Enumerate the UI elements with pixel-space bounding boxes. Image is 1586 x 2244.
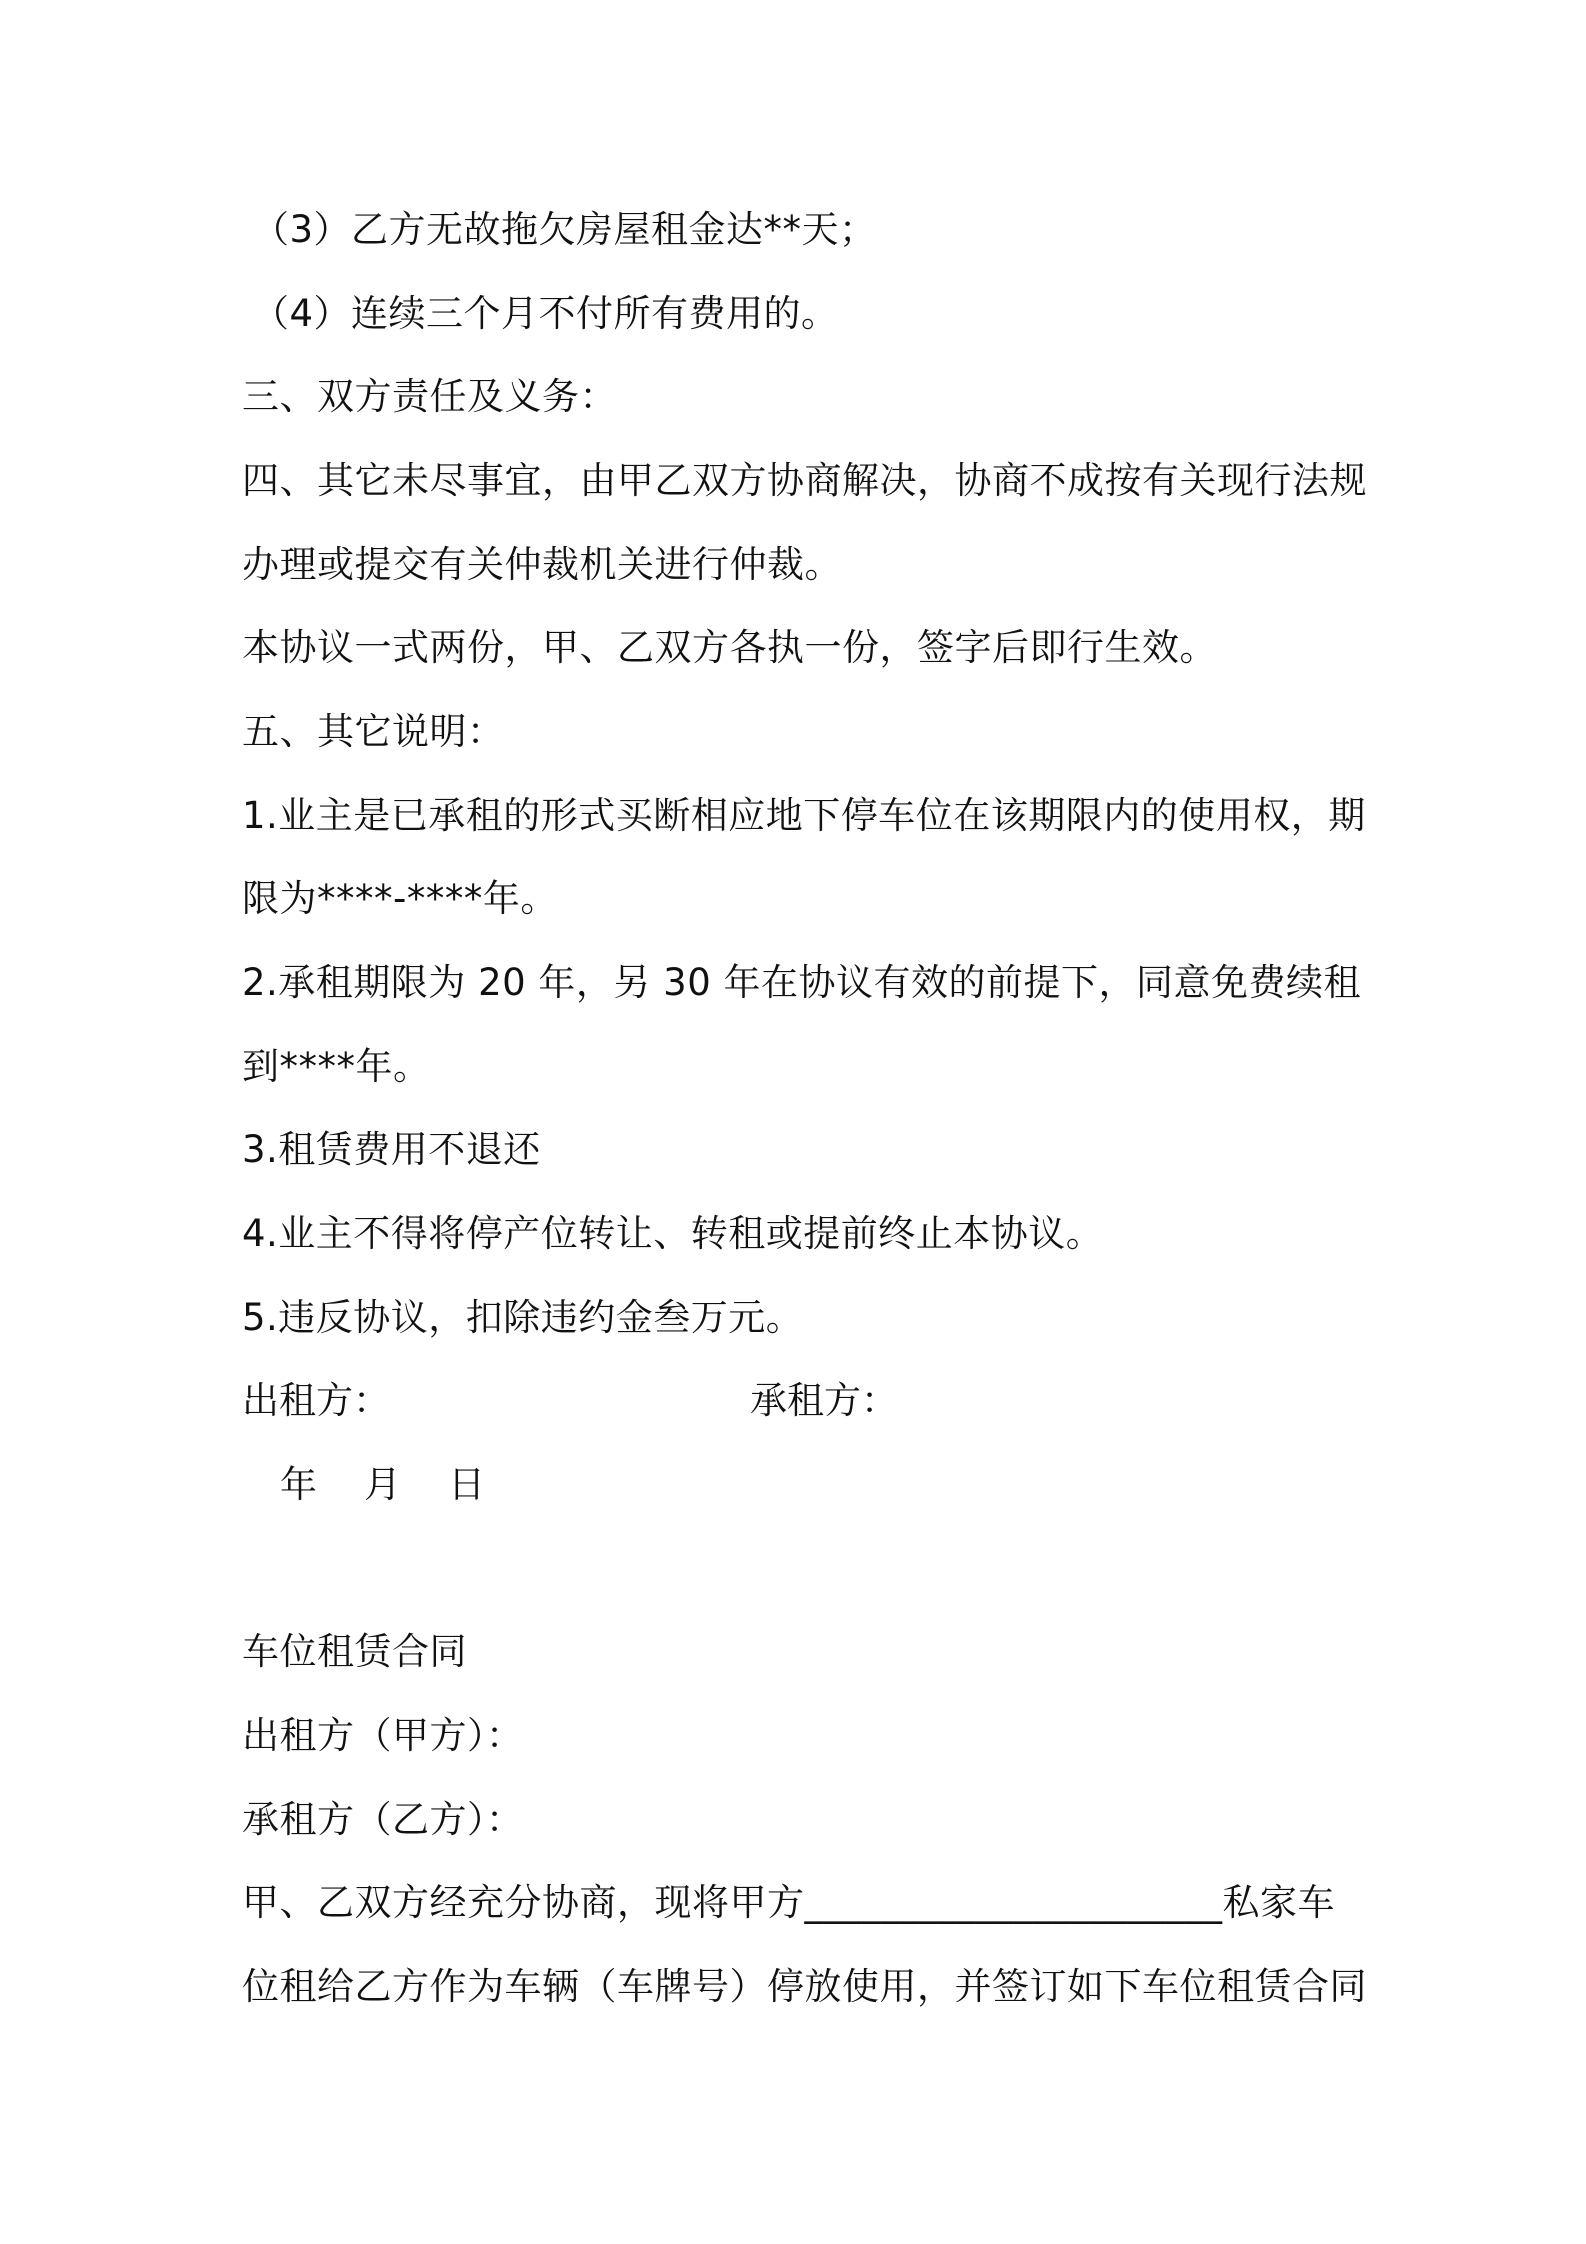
note-5: 5.违反协议，扣除违约金叁万元。 [242,1296,804,1339]
section-four-line-2: 办理或提交有关仲裁机关进行仲裁。 [242,543,842,586]
note-1-line-1: 1.业主是已承租的形式买断相应地下停车位在该期限内的使用权，期 [242,794,1366,837]
note-4: 4.业主不得将停产位转让、转租或提前终止本协议。 [242,1212,1104,1255]
note-2-line-1: 2.承租期限为 20 年，另 30 年在协议有效的前提下，同意免费续租 [242,961,1362,1004]
lessor-signature-label: 出租方： [242,1379,390,1422]
signature-row [242,1376,1372,1426]
note-2-line-2: 到****年。 [242,1045,431,1088]
contract-paragraph-line-1: 甲、乙双方经充分协商，现将甲方______________________私家车 [242,1881,1335,1924]
section-four-line-1: 四、其它未尽事宜，由甲乙双方协商解决，协商不成按有关现行法规 [242,459,1367,502]
contract-title: 车位租赁合同 [242,1630,467,1673]
date-line: 年 月 日 [280,1463,486,1506]
section-five-heading: 五、其它说明： [242,710,505,753]
effectiveness-statement: 本协议一式两份，甲、乙双方各执一份，签字后即行生效。 [242,626,1217,669]
clause-3: （3）乙方无故拖欠房屋租金达**天； [252,208,877,251]
section-three-heading: 三、双方责任及义务： [242,375,617,418]
party-a-label: 出租方（甲方）： [242,1714,524,1757]
contract-paragraph-line-2: 位租给乙方作为车辆（车牌号）停放使用，并签订如下车位租赁合同 [242,1965,1367,2008]
clause-4: （4）连续三个月不付所有费用的。 [252,292,839,335]
lessee-signature-label: 承租方： [750,1379,898,1422]
note-1-line-2: 限为****-****年。 [242,877,558,920]
note-3: 3.租赁费用不退还 [242,1128,541,1171]
party-b-label: 承租方（乙方）： [242,1798,524,1841]
